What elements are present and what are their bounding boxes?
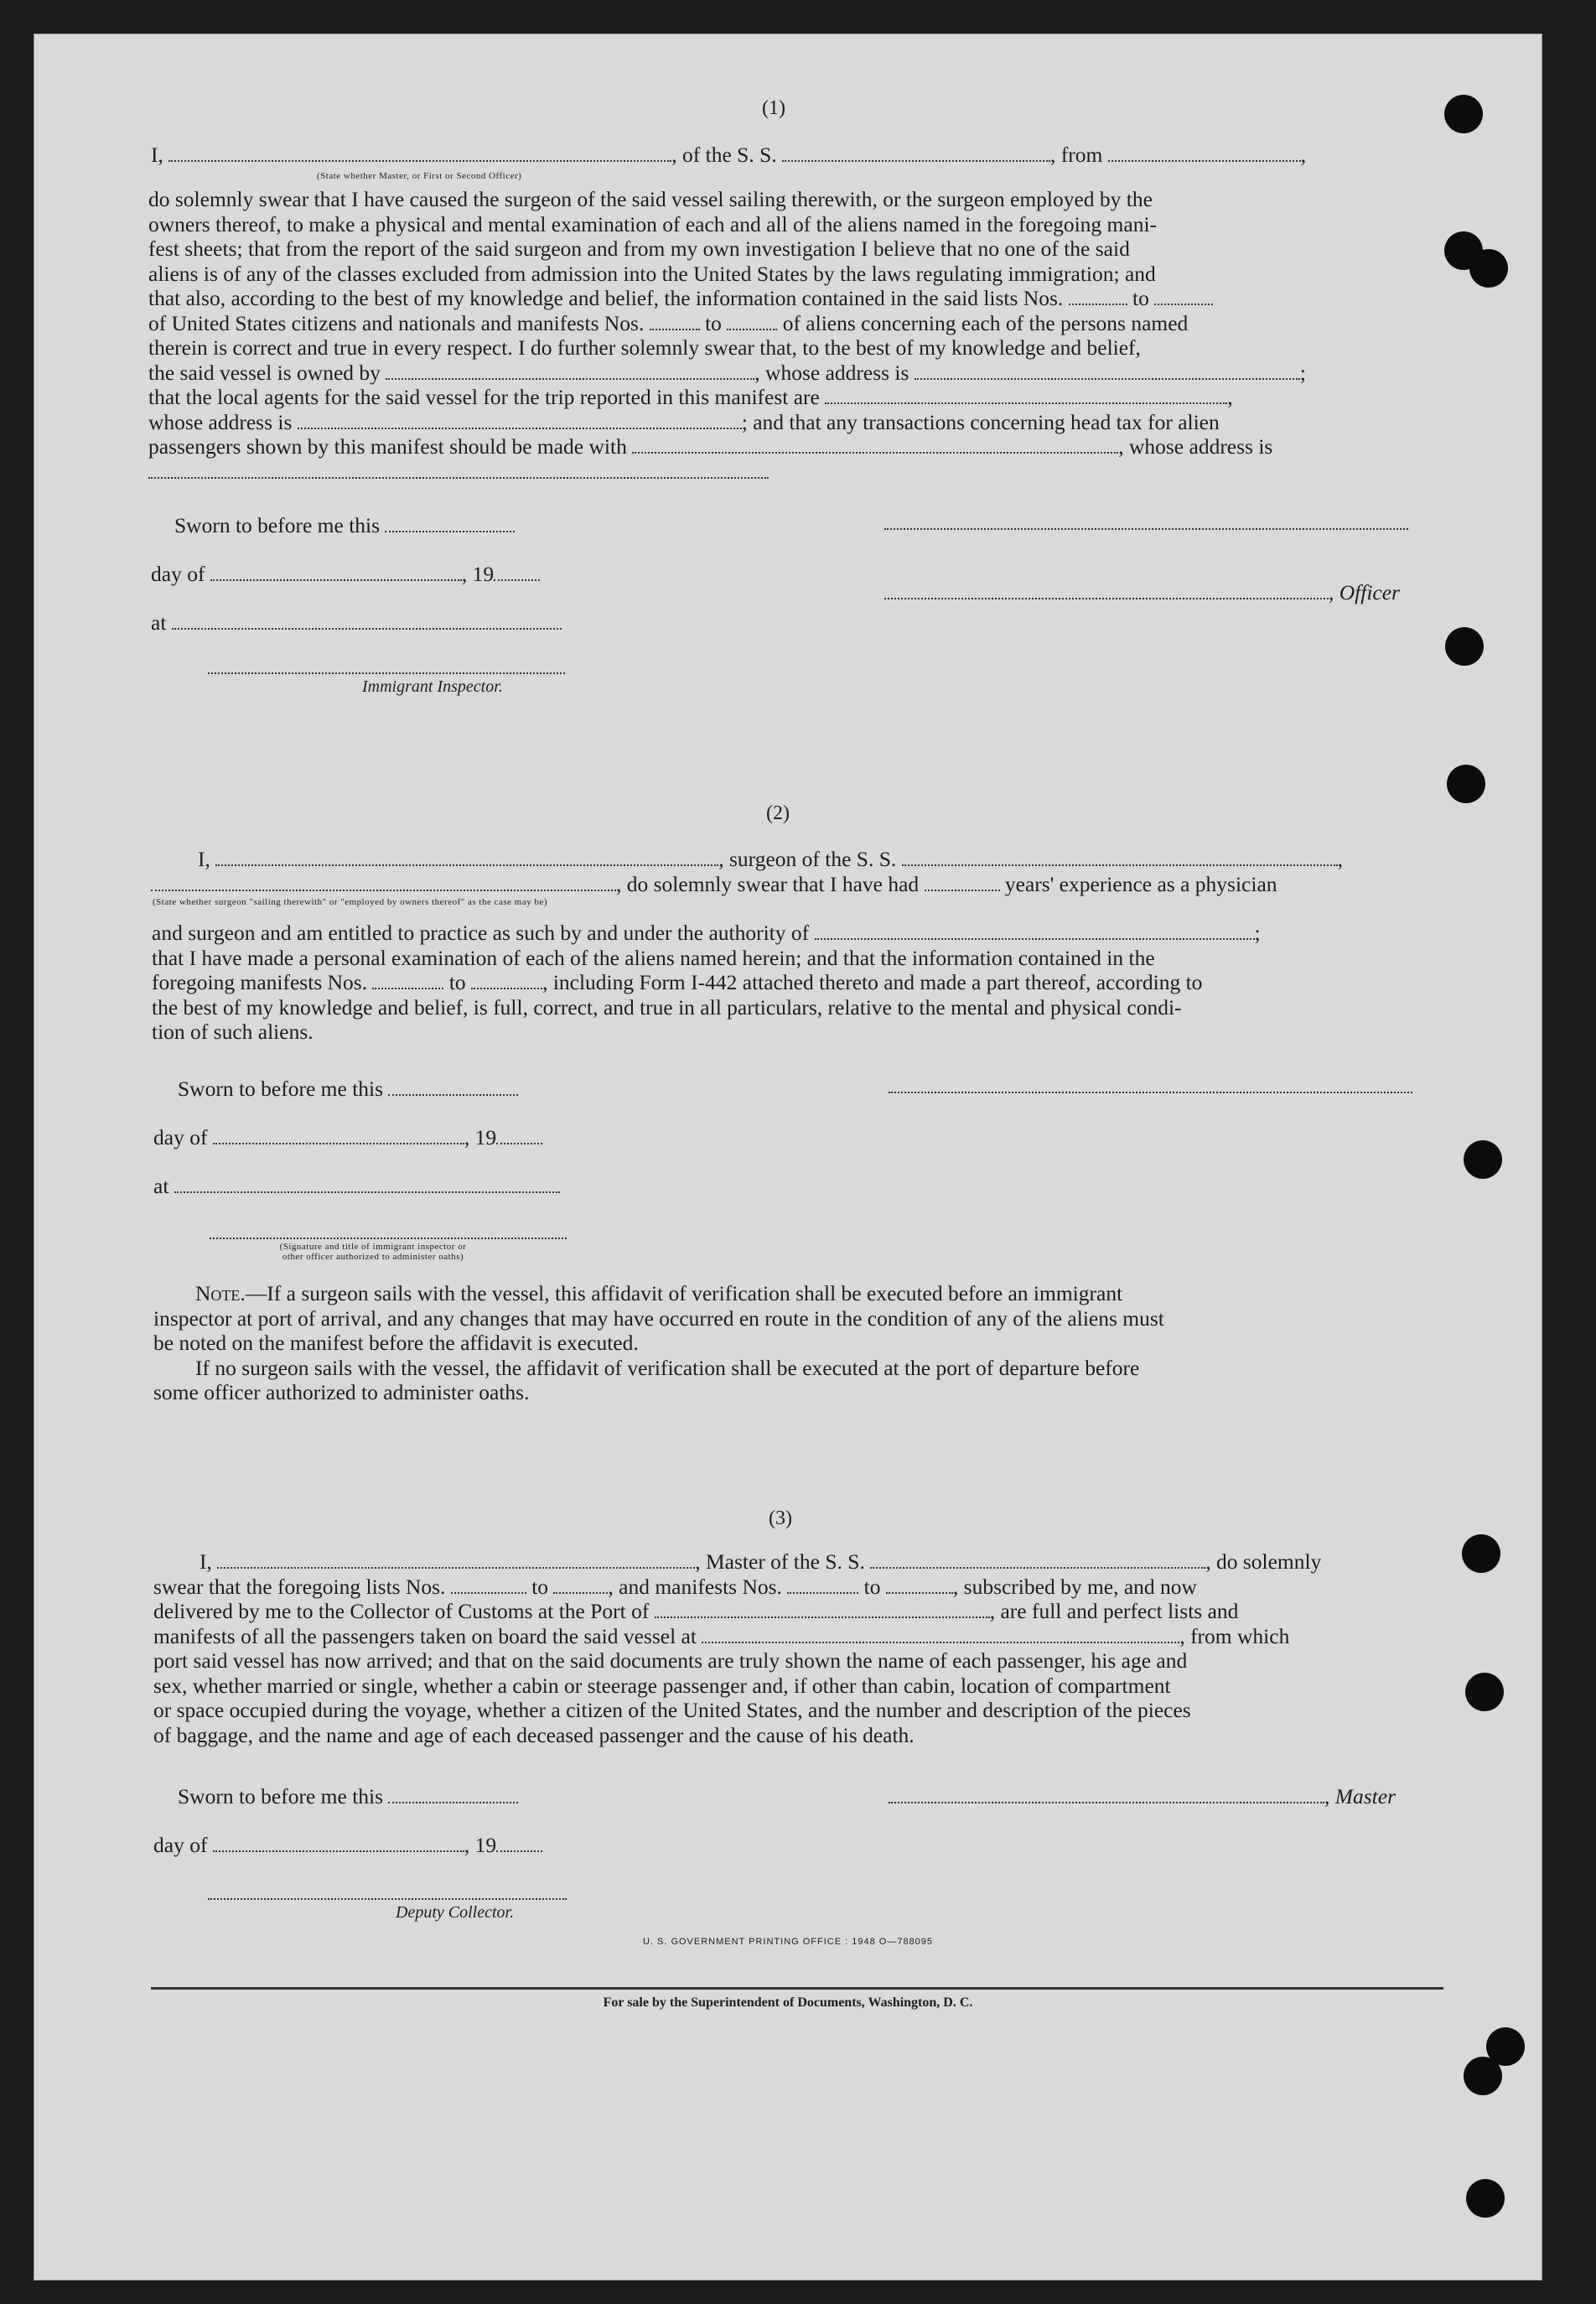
surgeon-ship-blank[interactable] [902,848,1338,866]
at-line-1: at [151,610,562,636]
lists-to-blank-3[interactable] [553,1575,608,1594]
manifests-from-blank-3[interactable] [787,1575,858,1594]
manifests-from-blank[interactable] [650,312,700,330]
label-i: I, [151,143,163,167]
deputy-label: Deputy Collector. [396,1903,515,1922]
contact-address-blank[interactable] [148,460,769,479]
punch-hole [1466,2179,1505,2218]
label-of-ss: , of the S. S. [671,143,777,167]
at-place-blank-1[interactable] [172,611,562,630]
sworn-day-blank-2[interactable] [388,1077,518,1096]
sworn-line-1: Sworn to before me this [174,513,515,538]
sworn-line-2: Sworn to before me this [178,1077,518,1102]
sworn-day-blank-1[interactable] [385,514,515,532]
sale-notice: For sale by the Superintendent of Documents, Washington, D. C. [603,1995,973,2010]
punch-hole [1447,765,1485,803]
punch-hole [1465,1673,1504,1711]
punch-hole [1464,2057,1502,2095]
master-ship-blank[interactable] [870,1550,1205,1569]
day-of-line-3: day of , 19 [153,1833,542,1858]
note-label: Note. [195,1281,246,1305]
signature-line-1[interactable] [884,528,1408,530]
ship-name-blank[interactable] [782,143,1050,162]
sworn-line-3: Sworn to before me this [178,1784,518,1809]
name-blank[interactable] [168,143,671,162]
lists-to-blank[interactable] [1154,287,1213,305]
deputy-signature-line[interactable] [208,1898,567,1900]
section-3-body: I, , Master of the S. S. , do solemnly swear that the foregoing lists Nos. to , and manifests Nos. to , subscribed by me, and now delivered by me to the Collector of Customs at the Port of , are full and perfect lists and manifests of all the passengers taken on board the said vessel at , from which port said vessel has now arrived; and that on the said documents are truly shown the name of each passenger, his age and sex, whether married or single, whether a cabin or steerage passenger and, if other than cabin, location of compartment or space occupied during the voyage, whether a citizen of the United States, and the number and description of the pieces of baggage, and the name and age of each deceased passenger and the cause of his death. [153,1549,1322,1747]
lists-from-blank[interactable] [1069,287,1127,305]
form-page [34,34,1542,2281]
head-tax-contact-blank[interactable] [632,435,1118,454]
manifests-to-blank[interactable] [727,312,777,330]
owner-address-blank[interactable] [915,361,1300,380]
at-place-blank-2[interactable] [174,1175,560,1193]
master-signature-blank[interactable] [889,1785,1324,1803]
section-1-body: do solemnly swear that I have caused the surgeon of the said vessel sailing therewith, or the surgeon employed by the owners thereof, to make a physical and mental examination of each and all of the aliens named in the foregoing mani- fest sheets; that from the report of the said surgeon and from my own investigation I believe that no one of the said aliens is of any of the classes excluded from admission into the United States by the laws regulating immigration; and that also, according to the best of my knowledge and belief, the information contained in the said lists Nos. to of United States citizens and nationals and manifests Nos. to of aliens concerning each of the persons named therein is correct and true in every respect. I do further solemnly swear that, to the best of my knowledge and belief, the said vessel is owned by , whose address is ; that the local agents for the said vessel for the trip reported in this manifest are , whose address is ; and that any transactions concerning head tax for alien passengers shown by this manifest should be made with , whose address is [148,187,1442,484]
printing-office: U. S. GOVERNMENT PRINTING OFFICE : 1948 O—788095 [642,1937,934,1947]
sworn-day-blank-3[interactable] [388,1785,518,1803]
year-blank-3[interactable] [496,1834,542,1852]
year-blank-2[interactable] [496,1126,542,1144]
month-blank-1[interactable] [210,563,462,581]
surgeon-status-note: (State whether surgeon "sailing therewith" or "employed by owners thereof" as the case may be) [153,897,548,907]
day-of-line-1: day of , 19 [151,562,540,587]
punch-hole [1444,95,1483,133]
section-2-first-line: I, , surgeon of the S. S. , [198,847,1344,871]
note-block: Note.—If a surgeon sails with the vessel, this affidavit of verification shall be executed before an immigrant inspector at port of arrival, and any changes that may have occurred en route in the condition of any of the aliens must be noted on the manifest before the affidavit is executed. If no surgeon sails with the vessel, the affidavit of verification shall be executed at the port of departure before some officer authorized to administer oaths. [153,1281,1164,1404]
years-blank[interactable] [925,873,1000,891]
master-name-blank[interactable] [217,1550,695,1569]
section-1-first-line: I, , of the S. S. , from , [151,143,1307,167]
punch-hole [1469,249,1508,288]
section-3-number: (3) [769,1507,792,1529]
port-blank[interactable] [655,1600,990,1618]
officer-label: , Officer [1329,580,1400,605]
surgeon-name-blank[interactable] [215,848,718,866]
from-port-blank[interactable] [1108,143,1301,162]
footer-rule [151,1987,1443,1990]
agents-address-blank[interactable] [298,411,742,429]
owner-blank[interactable] [386,361,754,380]
day-of-line-2: day of , 19 [153,1125,542,1150]
local-agents-blank[interactable] [825,386,1227,404]
month-blank-3[interactable] [213,1834,464,1852]
section-2-body: and surgeon and am entitled to practice as such by and under the authority of ; that I have made a personal examination of each of the aliens named herein; and that the information contained in the foregoing manifests Nos. to , including Form I-442 attached thereto and made a part thereof, according to the best of my knowledge and belief, is full, correct, and true in all particulars, relative to the mental and physical condi- tion of such aliens. [152,921,1261,1044]
signature-line-2[interactable] [889,1092,1412,1093]
manifests-to-blank-2[interactable] [471,971,542,989]
boarding-port-blank[interactable] [702,1625,1179,1643]
punch-hole [1462,1534,1500,1573]
year-blank-1[interactable] [494,563,540,581]
manifests-to-blank-3[interactable] [886,1575,953,1594]
master-label: , Master [1324,1784,1396,1808]
rank-note: (State whether Master, or First or Second Officer) [317,171,522,181]
month-blank-2[interactable] [213,1126,464,1144]
punch-hole [1445,627,1484,666]
punch-hole [1464,1140,1502,1179]
label-from: , from [1050,143,1103,167]
inspector-label: Immigrant Inspector. [362,677,503,696]
inspector-signature-line[interactable] [208,672,565,674]
lists-from-blank-3[interactable] [451,1575,526,1594]
section-2-number: (2) [766,802,790,824]
at-line-2: at [153,1174,560,1199]
officer-signature-blank[interactable] [884,581,1329,599]
signature-title-note: (Signature and title of immigrant inspector or other officer authorized to administer oaths) [279,1242,467,1262]
section-1-number: (1) [762,97,785,119]
section-2-second-line: , do solemnly swear that I have had years' experience as a physician [151,872,1277,897]
officer-line [884,580,1400,605]
surgeon-status-blank[interactable] [151,873,616,891]
officer-signature-line-2[interactable] [210,1238,567,1239]
manifests-from-blank-2[interactable] [372,971,443,989]
authority-blank[interactable] [815,921,1255,940]
master-signature-line [889,1784,1396,1809]
